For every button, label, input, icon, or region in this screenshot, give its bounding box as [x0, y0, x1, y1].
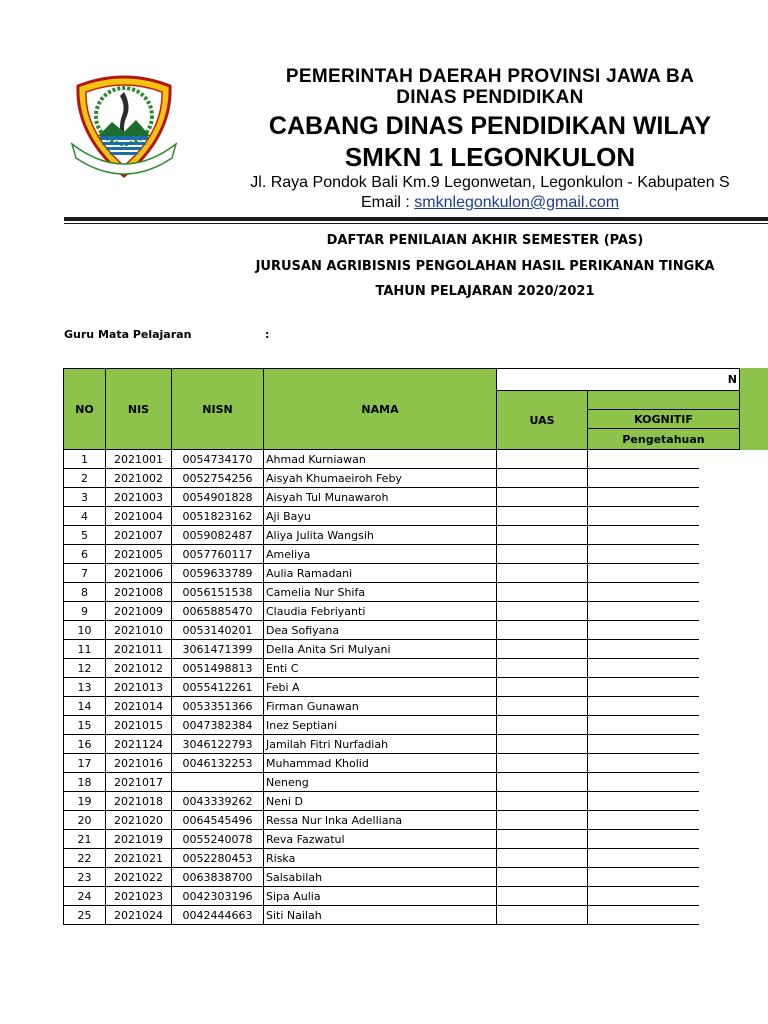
cell-uas[interactable] — [497, 906, 588, 925]
table-row — [64, 488, 740, 507]
cell-nama: Sipa Aulia — [264, 887, 497, 906]
cell-no: 1 — [64, 450, 106, 469]
cell-pengetahuan[interactable] — [588, 735, 700, 754]
cell-nama: Inez Septiani — [264, 716, 497, 735]
cell-pengetahuan[interactable] — [588, 602, 700, 621]
cell-no: 25 — [64, 906, 106, 925]
letterhead-email-line — [170, 193, 768, 213]
table-row — [64, 678, 740, 697]
cell-pengetahuan[interactable] — [588, 697, 700, 716]
cell-pengetahuan[interactable] — [588, 849, 700, 868]
cell-pengetahuan[interactable] — [588, 450, 700, 469]
table-row — [64, 906, 740, 925]
cell-uas[interactable] — [497, 697, 588, 716]
cell-nama: Muhammad Kholid — [264, 754, 497, 773]
cell-pengetahuan[interactable] — [588, 887, 700, 906]
table-row — [64, 621, 740, 640]
cell-nis: 2021006 — [106, 564, 172, 583]
cell-nisn: 0043339262 — [172, 792, 264, 811]
cell-nama: Aisyah Tul Munawaroh — [264, 488, 497, 507]
cell-no: 19 — [64, 792, 106, 811]
cell-nis: 2021024 — [106, 906, 172, 925]
cell-nisn: 0055240078 — [172, 830, 264, 849]
cell-nama: Salsabilah — [264, 868, 497, 887]
teacher-field — [64, 328, 270, 341]
letterhead-branch: CABANG DINAS PENDIDIKAN WILAY — [268, 112, 712, 140]
letterhead-address: Jl. Raya Pondok Bali Km.9 Legonwetan, Legonkulon - Kabupaten S — [250, 174, 730, 191]
cell-nisn: 0042303196 — [172, 887, 264, 906]
table-row — [64, 792, 740, 811]
cell-nisn — [172, 773, 264, 792]
cell-nama: Aisyah Khumaeiroh Feby — [264, 469, 497, 488]
cell-nis: 2021017 — [106, 773, 172, 792]
cell-nisn: 0053140201 — [172, 621, 264, 640]
cell-nama: Dea Sofiyana — [264, 621, 497, 640]
cell-pengetahuan[interactable] — [588, 830, 700, 849]
cell-no: 18 — [64, 773, 106, 792]
header-nama: NAMA — [264, 369, 497, 450]
grade-table-body — [64, 450, 740, 925]
cell-no: 11 — [64, 640, 106, 659]
cell-pengetahuan[interactable] — [588, 773, 700, 792]
cell-no: 9 — [64, 602, 106, 621]
cell-nama: Firman Gunawan — [264, 697, 497, 716]
cell-nisn: 0063838700 — [172, 868, 264, 887]
cell-pengetahuan[interactable] — [588, 868, 700, 887]
cell-nisn: 0052754256 — [172, 469, 264, 488]
cell-nama: Camelia Nur Shifa — [264, 583, 497, 602]
table-row — [64, 849, 740, 868]
cell-nisn: 3061471399 — [172, 640, 264, 659]
header-blank — [588, 391, 740, 410]
cell-nisn: 0051498813 — [172, 659, 264, 678]
cell-nama: Della Anita Sri Mulyani — [264, 640, 497, 659]
cell-uas[interactable] — [497, 602, 588, 621]
letterhead-rule-thick — [64, 217, 768, 221]
cell-nisn: 0059082487 — [172, 526, 264, 545]
table-row — [64, 735, 740, 754]
cell-nisn: 3046122793 — [172, 735, 264, 754]
cell-uas[interactable] — [497, 792, 588, 811]
cell-uas[interactable] — [497, 830, 588, 849]
cell-nis: 2021013 — [106, 678, 172, 697]
cell-uas[interactable] — [497, 811, 588, 830]
grade-table — [63, 368, 740, 925]
letterhead-school-name: SMKN 1 LEGONKULON — [344, 142, 636, 172]
cell-nis: 2021015 — [106, 716, 172, 735]
cell-nisn: 0056151538 — [172, 583, 264, 602]
grade-table-header — [64, 369, 740, 450]
table-row — [64, 868, 740, 887]
cell-nis: 2021009 — [106, 602, 172, 621]
cell-nisn: 0053351366 — [172, 697, 264, 716]
cell-uas[interactable] — [497, 469, 588, 488]
header-uas: UAS — [497, 391, 588, 450]
cell-pengetahuan[interactable] — [588, 621, 700, 640]
table-row — [64, 716, 740, 735]
cell-pengetahuan[interactable] — [588, 716, 700, 735]
table-row — [64, 545, 740, 564]
cell-no: 23 — [64, 868, 106, 887]
table-row — [64, 469, 740, 488]
cell-pengetahuan[interactable] — [588, 583, 700, 602]
header-no: NO — [64, 369, 106, 450]
cell-uas[interactable] — [497, 526, 588, 545]
table-row — [64, 450, 740, 469]
cell-uas[interactable] — [497, 887, 588, 906]
cell-nis: 2021014 — [106, 697, 172, 716]
cell-nis: 2021021 — [106, 849, 172, 868]
email-label: Email : — [360, 194, 415, 211]
cell-no: 15 — [64, 716, 106, 735]
cell-nama: Febi A — [264, 678, 497, 697]
cell-nis: 2021004 — [106, 507, 172, 526]
header-nis: NIS — [106, 369, 172, 450]
cell-nis: 2021012 — [106, 659, 172, 678]
cell-uas[interactable] — [497, 678, 588, 697]
cell-nama: Reva Fazwatul — [264, 830, 497, 849]
letterhead-department: DINAS PENDIDIKAN — [396, 87, 584, 108]
cell-no: 6 — [64, 545, 106, 564]
cell-nis: 2021005 — [106, 545, 172, 564]
cell-pengetahuan[interactable] — [588, 564, 700, 583]
cell-nama: Ressa Nur Inka Adelliana — [264, 811, 497, 830]
table-row — [64, 754, 740, 773]
cell-no: 4 — [64, 507, 106, 526]
cell-nis: 2021022 — [106, 868, 172, 887]
cell-no: 3 — [64, 488, 106, 507]
cell-uas[interactable] — [497, 640, 588, 659]
table-row — [64, 811, 740, 830]
cell-no: 22 — [64, 849, 106, 868]
cell-uas[interactable] — [497, 621, 588, 640]
cell-no: 2 — [64, 469, 106, 488]
cell-nama: Jamilah Fitri Nurfadiah — [264, 735, 497, 754]
cell-pengetahuan[interactable] — [588, 507, 700, 526]
cell-nis: 2021011 — [106, 640, 172, 659]
header-kognitif: KOGNITIF — [588, 410, 740, 429]
cell-nisn: 0059633789 — [172, 564, 264, 583]
cell-nis: 2021124 — [106, 735, 172, 754]
cell-nis: 2021020 — [106, 811, 172, 830]
document-subtitle-major: JURUSAN AGRIBISNIS PENGOLAHAN HASIL PERIKANAN TINGKA — [255, 259, 715, 274]
cell-nisn: 0047382384 — [172, 716, 264, 735]
cell-pengetahuan[interactable] — [588, 469, 700, 488]
email-link[interactable]: smknlegonkulon@gmail.com — [414, 194, 620, 211]
cell-no: 20 — [64, 811, 106, 830]
cell-nisn: 0052280453 — [172, 849, 264, 868]
cell-uas[interactable] — [497, 488, 588, 507]
cell-nis: 2021002 — [106, 469, 172, 488]
cell-pengetahuan[interactable] — [588, 792, 700, 811]
cell-uas[interactable] — [497, 659, 588, 678]
header-pengetahuan: Pengetahuan — [588, 429, 740, 450]
cell-pengetahuan[interactable] — [588, 754, 700, 773]
cell-nama: Ameliya — [264, 545, 497, 564]
cell-no: 14 — [64, 697, 106, 716]
letterhead — [170, 66, 768, 213]
cell-nisn: 0055412261 — [172, 678, 264, 697]
cell-uas[interactable] — [497, 583, 588, 602]
cell-pengetahuan[interactable] — [588, 906, 700, 925]
table-row — [64, 659, 740, 678]
cell-nis: 2021016 — [106, 754, 172, 773]
cell-no: 7 — [64, 564, 106, 583]
cell-no: 8 — [64, 583, 106, 602]
cell-no: 21 — [64, 830, 106, 849]
letterhead-government: PEMERINTAH DAERAH PROVINSI JAWA BA — [285, 66, 695, 87]
cell-nis: 2021018 — [106, 792, 172, 811]
cell-nama: Claudia Febriyanti — [264, 602, 497, 621]
cell-no: 5 — [64, 526, 106, 545]
cell-no: 13 — [64, 678, 106, 697]
cell-nisn: 0051823162 — [172, 507, 264, 526]
cell-nisn: 0065885470 — [172, 602, 264, 621]
cell-nis: 2021010 — [106, 621, 172, 640]
cell-nisn: 0054901828 — [172, 488, 264, 507]
cell-uas[interactable] — [497, 773, 588, 792]
cell-nama: Aliya Julita Wangsih — [264, 526, 497, 545]
table-row — [64, 773, 740, 792]
table-row — [64, 640, 740, 659]
cell-nis: 2021003 — [106, 488, 172, 507]
cell-no: 17 — [64, 754, 106, 773]
cell-uas[interactable] — [497, 564, 588, 583]
document-title: DAFTAR PENILAIAN AKHIR SEMESTER (PAS) — [326, 233, 644, 248]
letterhead-rule-thin — [64, 223, 768, 224]
cell-uas[interactable] — [497, 507, 588, 526]
cell-no: 12 — [64, 659, 106, 678]
cell-nisn: 0054734170 — [172, 450, 264, 469]
cell-nisn: 0057760117 — [172, 545, 264, 564]
table-row — [64, 583, 740, 602]
table-row — [64, 602, 740, 621]
cell-pengetahuan[interactable] — [588, 545, 700, 564]
document-subtitle-year: TAHUN PELAJARAN 2020/2021 — [375, 284, 595, 299]
cell-pengetahuan[interactable] — [588, 811, 700, 830]
cell-uas[interactable] — [497, 735, 588, 754]
cell-pengetahuan[interactable] — [588, 659, 700, 678]
cell-uas[interactable] — [497, 868, 588, 887]
west-java-emblem-logo — [68, 66, 180, 184]
cell-nisn: 0046132253 — [172, 754, 264, 773]
cell-nama: Siti Nailah — [264, 906, 497, 925]
cell-nis: 2021007 — [106, 526, 172, 545]
table-row — [64, 564, 740, 583]
header-nilai-group: N — [497, 369, 740, 391]
cell-nama: Enti C — [264, 659, 497, 678]
cell-nisn: 0064545496 — [172, 811, 264, 830]
cell-nama: Neneng — [264, 773, 497, 792]
cell-nis: 2021023 — [106, 887, 172, 906]
cell-pengetahuan[interactable] — [588, 488, 700, 507]
table-row — [64, 697, 740, 716]
table-row — [64, 526, 740, 545]
cell-nama: Aulia Ramadani — [264, 564, 497, 583]
table-row — [64, 507, 740, 526]
cell-uas[interactable] — [497, 754, 588, 773]
table-row — [64, 887, 740, 906]
cell-pengetahuan[interactable] — [588, 640, 700, 659]
page-crop-mask — [699, 450, 768, 970]
cell-no: 24 — [64, 887, 106, 906]
cell-nama: Ahmad Kurniawan — [264, 450, 497, 469]
cell-uas[interactable] — [497, 450, 588, 469]
cell-nama: Aji Bayu — [264, 507, 497, 526]
table-row — [64, 830, 740, 849]
teacher-colon: : — [265, 328, 270, 341]
cell-nisn: 0042444663 — [172, 906, 264, 925]
cell-pengetahuan[interactable] — [588, 678, 700, 697]
cell-uas[interactable] — [497, 849, 588, 868]
header-nisn: NISN — [172, 369, 264, 450]
cell-no: 10 — [64, 621, 106, 640]
cell-pengetahuan[interactable] — [588, 526, 700, 545]
cell-nama: Riska — [264, 849, 497, 868]
cell-nama: Neni D — [264, 792, 497, 811]
cell-nis: 2021001 — [106, 450, 172, 469]
teacher-label: Guru Mata Pelajaran — [64, 328, 192, 341]
cell-uas[interactable] — [497, 545, 588, 564]
cell-nis: 2021019 — [106, 830, 172, 849]
cell-nis: 2021008 — [106, 583, 172, 602]
cell-uas[interactable] — [497, 716, 588, 735]
cell-no: 16 — [64, 735, 106, 754]
